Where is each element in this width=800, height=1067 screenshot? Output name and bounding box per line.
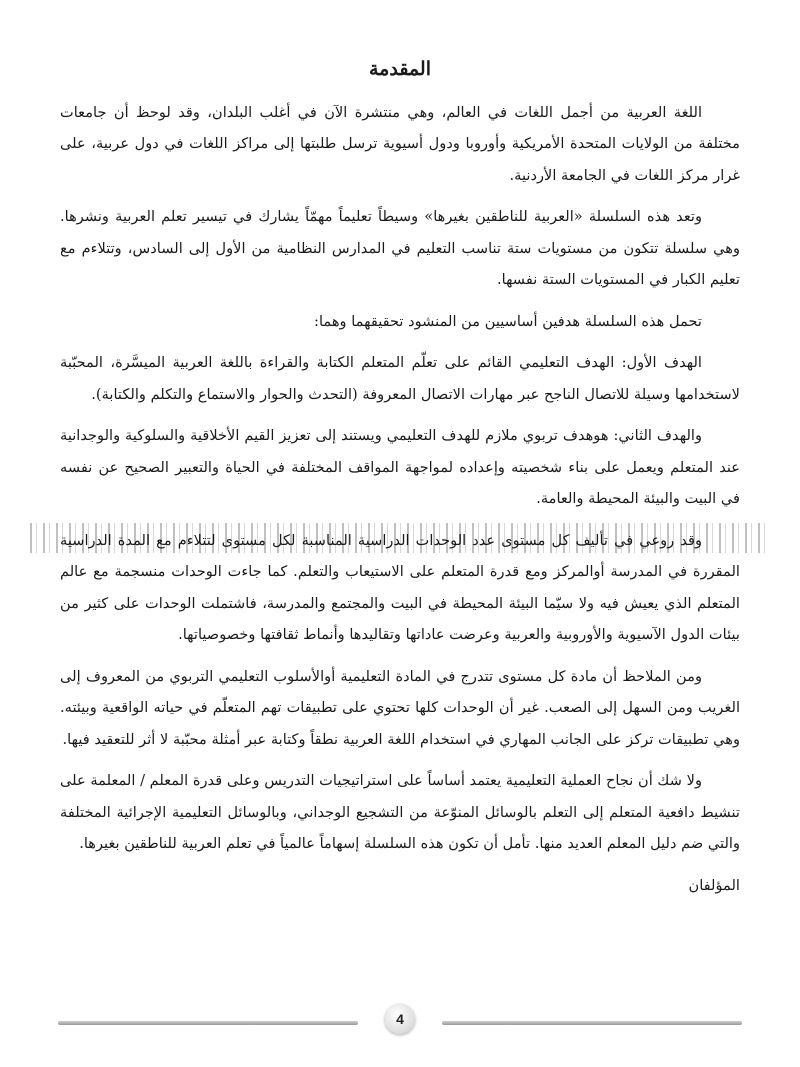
page-number: 4 bbox=[385, 1004, 415, 1034]
paragraph-teaching: ولا شك أن نجاح العملية التعليمية يعتمد أساساً على استراتيجيات التدريس وعلى قدرة المعلم / المعلمة على تنشيط دافعية المتعلم إلى التعلم بالوسائل المنوّعة من التشجيع الوجداني، وبالوسائل التعليمية الإجرائية المختلفة والتي ضم دليل المعلم العديد منها. تأمل أن تكون هذه السلسلة إسهاماً عالمياً في تعلم العربية للناطقين بغيرها. bbox=[60, 772, 740, 853]
paragraph-goal-one: الهدف الأول: الهدف التعليمي القائم على تعلّم المتعلم الكتابة والقراءة باللغة العربية الميسَّرة، المحبّبة لاستخدامها وسيلة للاتصال الناجح عبر مهارات الاتصال المعروفة (التحدث والحوار والاستماع والتكلم والكتابة). bbox=[60, 354, 740, 403]
footer-rule-right bbox=[442, 1021, 742, 1025]
authors-signature: المؤلفان bbox=[688, 876, 740, 894]
paragraph-goals: تحمل هذه السلسلة هدفين أساسيين من المنشود تحقيقهما وهما: bbox=[314, 312, 702, 330]
paragraph-series: وتعد هذه السلسلة «العربية للناطقين بغيرها» وسيطاً تعليماً مهمّاً يشارك في تيسير تعلم العربية ونشرها. وهي سلسلة تتكون من مستويات ستة تناسب التعليم في المدارس النظامية من الأول إلى السادس، وتتلاءم مع تعليم الكبار في المستويات الستة نفسها. bbox=[60, 208, 740, 289]
paragraph-intro: اللغة العربية من أجمل اللغات في العالم، وهي منتشرة الآن في أغلب البلدان، وقد لوحظ أن جامعات مختلفة من الولايات المتحدة الأمريكية وأوروبا ودول أسيوية ترسل طلبتها إلى مراكز اللغات في دول عربية، على غرار مركز اللغات في الجامعة الأردنية. bbox=[60, 103, 740, 184]
page-title: المقدمة bbox=[368, 58, 431, 80]
footer-rule-left bbox=[58, 1021, 358, 1025]
paragraph-progression: ومن الملاحظ أن مادة كل مستوى تتدرج في المادة التعليمية أوالأسلوب التعليمي التربوي من المعروف إلى الغريب ومن السهل إلى الصعب. غير أن الوحدات كلها تحتوي على تطبيقات تهم المتعلّم في حياته الواقعية وبيئته. وهي تطبيقات تركز على الجانب المهاري في استخدام اللغة العربية نطقاً وكتابة عبر أمثلة محبّبة لا أثر للتعقيد فيها. bbox=[60, 667, 740, 748]
paragraph-goal-two: والهدف الثاني: هوهدف تربوي ملازم للهدف التعليمي ويستند إلى تعزيز القيم الأخلاقية والسلوكية والوجدانية عند المتعلم ويعمل على بناء شخصيته وإعداده لمواجهة المواقف المختلفة في الحياة والتعبير الصحيح عن نفسه في البيت والبيئة المحيطة والعامة. bbox=[60, 427, 740, 508]
page-content bbox=[60, 40, 740, 901]
paragraph-units: وقد روعي في تأليف كل مستوى عدد الوحدات الدراسية المناسبة لكل مستوى لتتلاءم مع المدة الدراسية المقررة في المدرسة أوالمركز ومع قدرة المتعلم على الاستيعاب والتعلم. كما جاءت الوحدات منسجمة مع عالم المتعلم الذي يعيش فيه ولا سيّما البيئة المحيطة في البيت والمجتمع والمدرسة، فاشتملت الوحدات على كثير من بيئات الدول الآسيوية والأوروبية والعربية وعرضت عاداتها وتقاليدها وأنماط ثقافتها وخصوصياتها. bbox=[60, 531, 740, 644]
page-footer bbox=[58, 1004, 742, 1040]
